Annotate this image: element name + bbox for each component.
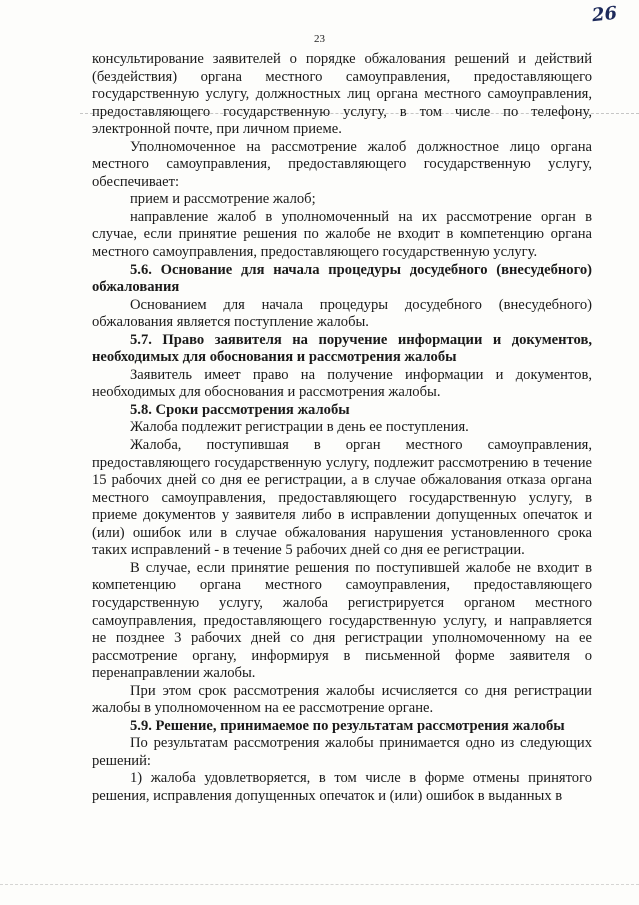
section-heading: 5.7. Право заявителя на поручение информации и документов, необходимых для обоснования и рассмотрения жалобы <box>92 331 592 366</box>
section-heading: 5.9. Решение, принимаемое по результатам рассмотрения жалобы <box>130 717 565 734</box>
paragraph: Жалоба, поступившая в орган местного самоуправления, предоставляющего государственную услугу, подлежит рассмотрению в течение 15 рабочих дней со дня ее регистрации, а в случае обжалования отказа органа местного самоуправления, предоставляющего государственную услугу, в приеме документов у заявителя либо в исправлении допущенных опечаток и (или) ошибок или в случае обжалования нарушения установленного срока таких исправлений - в течение 5 рабочих дней со дня ее регистрации. <box>92 437 592 559</box>
paragraph: По результатам рассмотрения жалобы принимается одно из следующих решений: <box>92 735 592 769</box>
paragraph: 1) жалоба удовлетворяется, в том числе в форме отмены принятого решения, исправления допущенных опечаток и (или) ошибок в выданных в <box>92 770 592 804</box>
section-heading: 5.6. Основание для начала процедуры досудебного (внесудебного) обжалования <box>92 261 592 296</box>
paragraph: При этом срок рассмотрения жалобы исчисляется со дня регистрации жалобы в уполномоченном на ее рассмотрение органе. <box>92 682 592 717</box>
paragraph: Жалоба подлежит регистрации в день ее поступления. <box>130 419 469 436</box>
paragraph: консультирование заявителей о порядке обжалования решений и действий (бездействия) органа местного самоуправления, предоставляющего государственную услугу, должностных лиц органа местного самоуправления, предоставляющего государственную услугу, в том числе по телефону, электронной почте, при личном приеме. <box>92 51 592 138</box>
paragraph: направление жалоб в уполномоченный на их рассмотрение орган в случае, если принятие решения по жалобе не входит в компетенцию органа местного самоуправления, предоставляющего государственную услугу. <box>92 208 592 261</box>
document-body <box>92 51 592 806</box>
paragraph: Заявитель имеет право на получение информации и документов, необходимых для обоснования и рассмотрения жалобы. <box>92 366 592 401</box>
paragraph: Уполномоченное на рассмотрение жалоб должностное лицо органа местного самоуправления, предоставляющего государственную услугу, обеспечивает: <box>92 138 592 190</box>
page-number: 23 <box>314 33 325 45</box>
paragraph: Основанием для начала процедуры досудебного (внесудебного) обжалования является поступление жалобы. <box>92 296 592 331</box>
handwritten-page-number: 26 <box>590 2 619 27</box>
paragraph: прием и рассмотрение жалоб; <box>130 191 316 208</box>
section-heading: 5.8. Сроки рассмотрения жалобы <box>130 401 350 418</box>
paragraph: В случае, если принятие решения по поступившей жалобе не входит в компетенцию органа местного самоуправления, предоставляющего государственную услугу, жалоба регистрируется органом местного самоуправления, предоставляющего государственную услугу, и направляется не позднее 3 рабочих дней со дня регистрации уполномоченному на ее рассмотрение органу, информируя в письменной форме заявителя о перенаправлении жалобы. <box>92 559 592 682</box>
scan-artifact-line <box>0 884 639 885</box>
